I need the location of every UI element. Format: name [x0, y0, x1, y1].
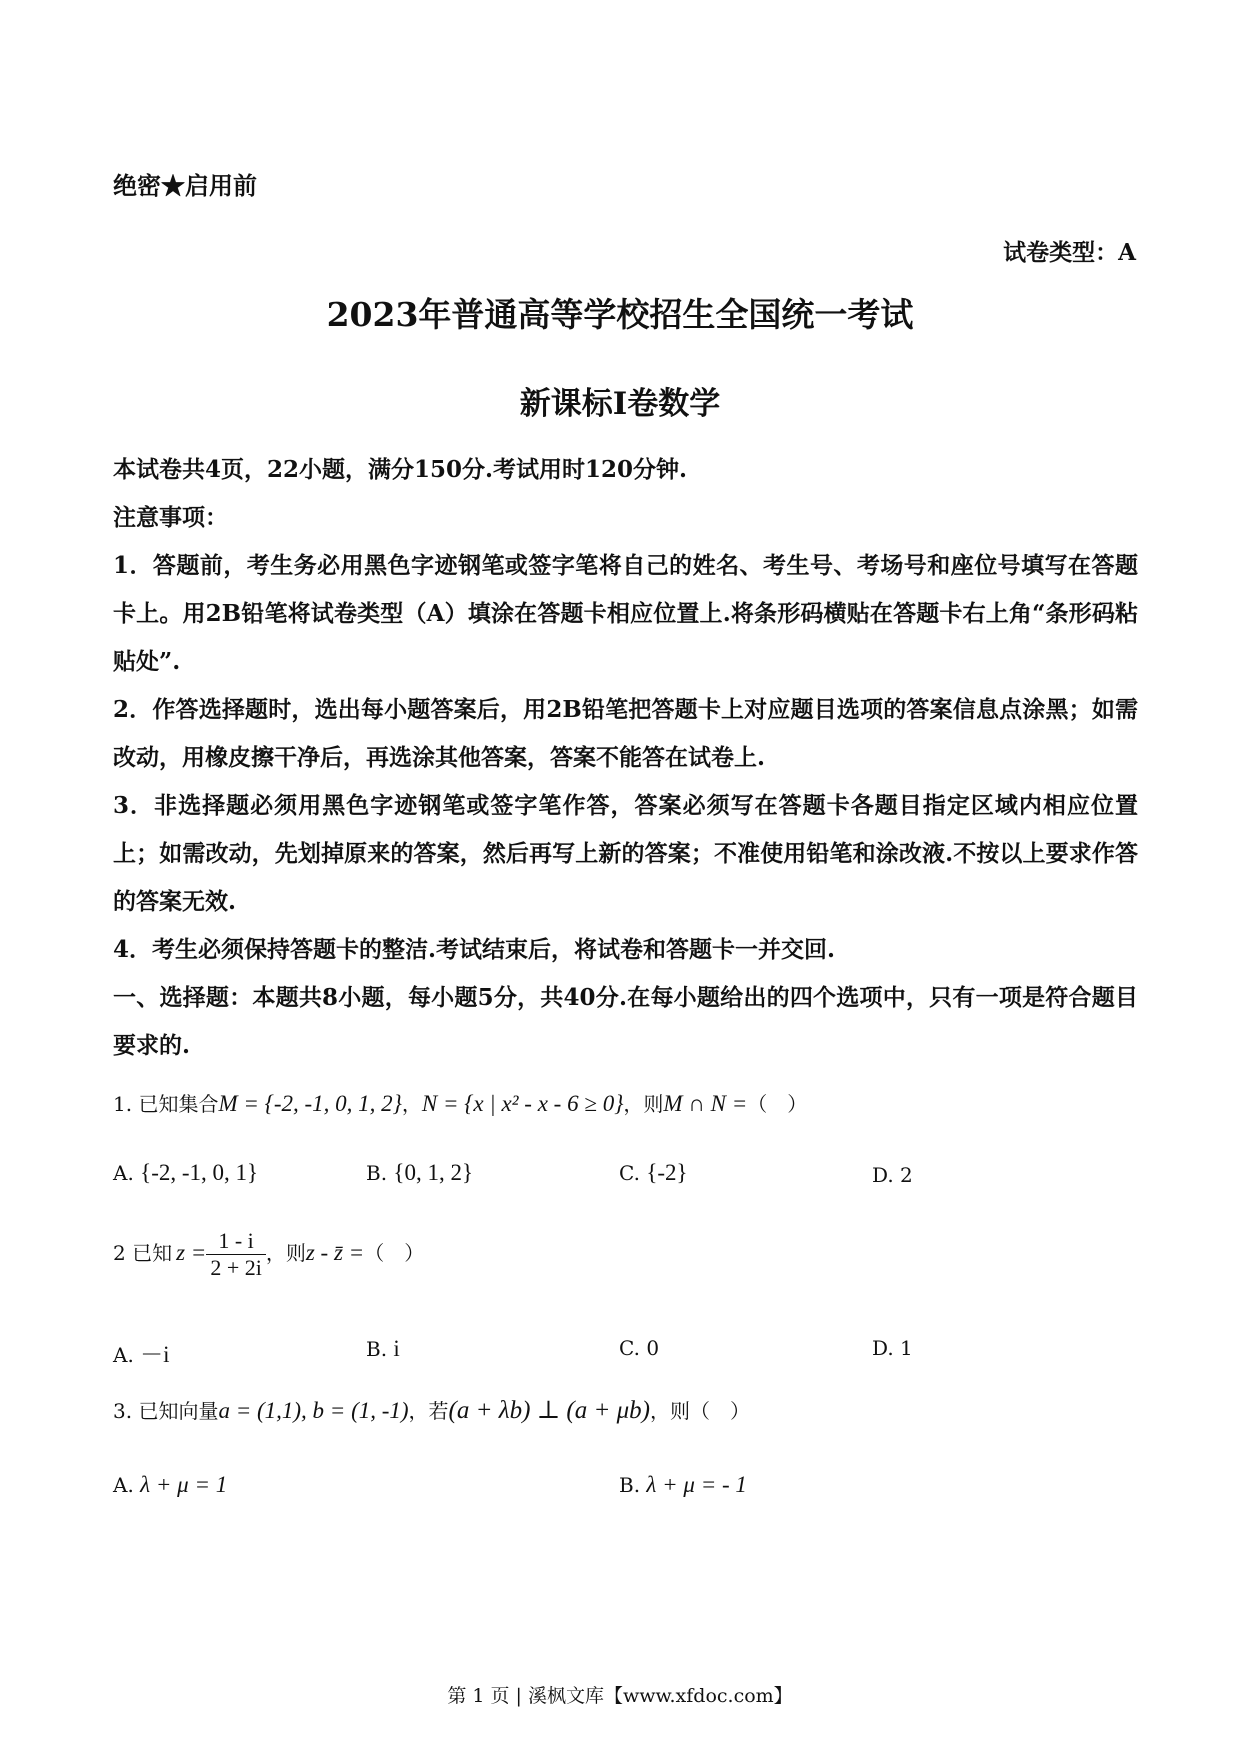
q2-expr: z - z̄ = — [305, 1240, 365, 1265]
q1-blank: （ ） — [747, 1092, 808, 1116]
q2-then: ，则 — [265, 1241, 306, 1265]
exam-title: 2023年普通高等学校招生全国统一考试 — [326, 295, 914, 334]
q1-set-n: N = {x | x² - x - 6 ≥ 0} — [421, 1091, 624, 1116]
q3-then: ，则（ ） — [649, 1399, 750, 1423]
q2-option-c: C. 0 — [619, 1336, 660, 1360]
q2-fraction: $\frac{1 - i}{2 + 2i}$ — [206, 1228, 266, 1281]
q1-option-a: A. {-2, -1, 0, 1} — [113, 1160, 259, 1185]
q2-option-a: A. －i — [113, 1342, 170, 1367]
q2-option-d: D. 1 — [872, 1336, 913, 1360]
q3-prefix: 3. 已知向量 — [113, 1399, 219, 1423]
q3-if: ，若 — [408, 1399, 449, 1423]
q1-option-b: B. {0, 1, 2} — [366, 1160, 474, 1185]
question-3 — [113, 1395, 750, 1425]
q2-z-eq: z = — [176, 1240, 207, 1265]
page-footer: 第 1 页 | 溪枫文库【www.xfdoc.com】 — [447, 1685, 793, 1707]
q3-vectors: a = (1,1), b = (1, -1) — [218, 1398, 409, 1423]
exam-subtitle: 新课标Ⅰ卷数学 — [519, 386, 721, 422]
question-2 — [113, 1228, 424, 1281]
note-3: 3．非选择题必须用黑色字迹钢笔或签字笔作答，答案必须写在答题卡各题目指定区域内相应位置上；如需改动，先划掉原来的答案，然后再写上新的答案；不准使用铅笔和涂改液.不按以上要求作答的答案无效. — [113, 792, 1138, 915]
question-1 — [113, 1088, 807, 1117]
q3-option-b: B. λ + μ = - 1 — [619, 1472, 747, 1497]
q1-comma: ， — [401, 1092, 422, 1116]
note-2: 2．作答选择题时，选出每小题答案后，用2B铅笔把答题卡上对应题目选项的答案信息点涂黑；如需改动，用橡皮擦干净后，再选涂其他答案，答案不能答在试卷上. — [113, 696, 1138, 771]
confidential-label: 绝密★启用前 — [113, 171, 257, 200]
q1-expr: M ∩ N = — [663, 1091, 748, 1116]
paper-type-label: 试卷类型：A — [1003, 239, 1136, 266]
q1-then: ，则 — [623, 1092, 664, 1116]
q2-blank: （ ） — [364, 1241, 425, 1265]
intro-text: 本试卷共4页，22小题，满分150分.考试用时120分钟. — [113, 456, 688, 483]
q2-prefix: 2 已知 — [113, 1241, 173, 1265]
q3-option-a: A. λ + μ = 1 — [113, 1472, 228, 1497]
notes-heading: 注意事项： — [113, 504, 228, 531]
q1-option-c: C. {-2} — [619, 1160, 688, 1185]
note-1: 1．答题前，考生务必用黑色字迹钢笔或签字笔将自己的姓名、考生号、考场号和座位号填写在答题卡上。用2B铅笔将试卷类型（A）填涂在答题卡相应位置上.将条形码横贴在答题卡右上角“条形码粘贴处”. — [113, 552, 1138, 675]
section-1-heading: 一、选择题：本题共8小题，每小题5分，共40分.在每小题给出的四个选项中，只有一项是符合题目要求的. — [113, 984, 1138, 1059]
q2-option-b: B. i — [366, 1336, 400, 1361]
q1-option-d: D. 2 — [872, 1163, 913, 1187]
q1-set-m: M = {-2, -1, 0, 1, 2} — [218, 1091, 402, 1116]
q3-condition: (a + λb) ⊥ (a + μb) — [448, 1397, 650, 1424]
note-4: 4．考生必须保持答题卡的整洁.考试结束后，将试卷和答题卡一并交回. — [113, 936, 836, 963]
q1-prefix: 1. 已知集合 — [113, 1092, 219, 1116]
